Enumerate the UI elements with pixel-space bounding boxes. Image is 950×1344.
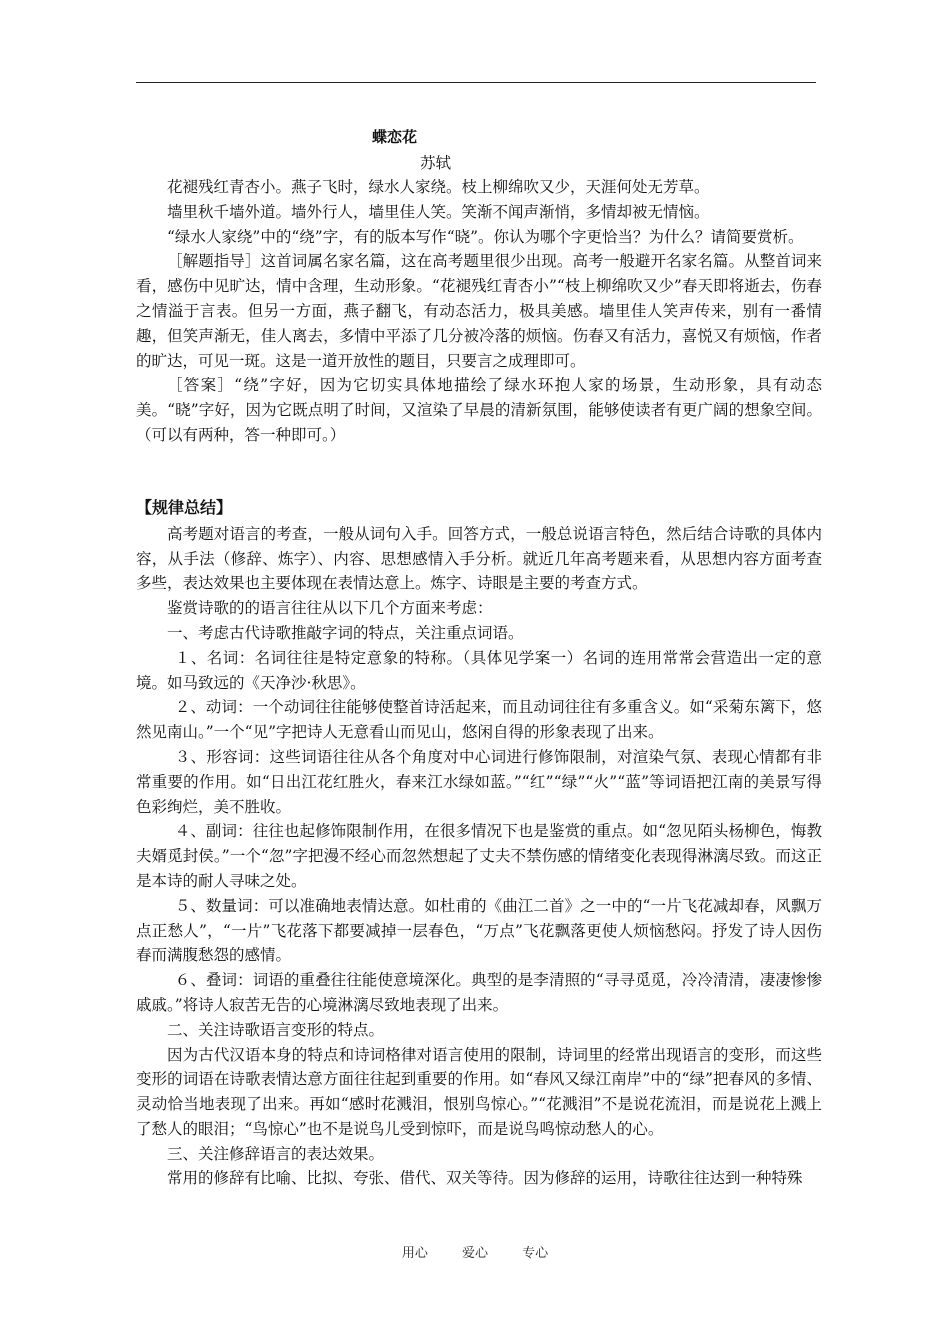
list-item-verb: ２、动词：一个动词往往能够使整首诗活起来，而且动词往往有多重含义。如“采菊东篱下，悠然见南山。”一个“见”字把诗人无意看山而见山，悠闲自得的形象表现了出来。 (136, 698, 822, 742)
section-2-title: 二、关注诗歌语言变形的特点。 (167, 1020, 385, 1039)
page-footer (0, 1242, 950, 1261)
section-3-title: 三、关注修辞语言的表达效果。 (167, 1144, 385, 1163)
list-item-adverb: ４、副词：往往也起修饰限制作用，在很多情况下也是鉴赏的重点。如“忽见陌头杨柳色，悔教夫婿觅封侯。”一个“忽”字把漫不经心而忽然想起了丈夫不禁伤感的情绪变化表现得淋漓尽致。而这正是本诗的耐人寻味之处。 (136, 822, 822, 890)
footer-text: 专心 (522, 1246, 549, 1261)
summary-paragraph: 鉴赏诗歌的的语言往往从以下几个方面来考虑： (167, 599, 493, 618)
summary-paragraph: 高考题对语言的考查，一般从词句入手。回答方式，一般总说语言特色，然后结合诗歌的具体内容，从手法（修辞、炼字）、内容、思想感情入手分析。就近几年高考题来看，从思想内容方面考查多些，表达效果也主要体现在表情达意上。炼字、诗眼是主要的考查方式。 (136, 524, 822, 593)
list-item-noun: １、名词：名词往往是特定意象的特称。（具体见学案一）名词的连用常常会营造出一定的意境。如马致远的《天净沙·秋思》。 (136, 648, 822, 692)
section-2-body: 因为古代汉语本身的特点和诗词格律对语言使用的限制，诗词里的经常出现语言的变形，而这些变形的词语在诗歌表情达意方面往往起到重要的作用。如“春风又绿江南岸”中的“绿”把春风的多情、灵动恰当地表现了出来。再如“感时花溅泪，恨别鸟惊心。”“花溅泪”不是说花流泪，而是说花上溅上了愁人的眼泪；“鸟惊心”也不是说鸟儿受到惊吓，而是说鸟鸣惊动愁人的心。 (136, 1045, 822, 1138)
question-paragraph: “绿水人家绕”中的“绕”字，有的版本写作“晓”。你认为哪个字更恰当？为什么？请简要赏析。 (167, 227, 804, 246)
list-item-reduplication: ６、叠词：词语的重叠往往能使意境深化。典型的是李清照的“寻寻觅觅，冷冷清清，凄凄惨惨戚戚。”将诗人寂苦无告的心境淋漓尽致地表现了出来。 (136, 971, 822, 1014)
answer-paragraph: ［答案］“绕”字好，因为它切实具体地描绘了绿水环抱人家的场景，生动形象，具有动态美。“晓”字好，因为它既点明了时间，又渲染了早晨的清新氛围，能够使读者有更广阔的想象空间。（可以有两种，答一种即可。） (136, 376, 822, 444)
footer-text: 用心 (401, 1246, 428, 1261)
poem-author: 苏轼 (420, 154, 452, 172)
section-3-body: 常用的修辞有比喻、比拟、夸张、借代、双关等待。因为修辞的运用，诗歌往往达到一种特殊 (167, 1169, 803, 1188)
header-rule (136, 82, 816, 83)
footer-text: 爱心 (461, 1246, 488, 1261)
section-1-title: 一、考虑古代诗歌推敲字词的特点，关注重点词语。 (167, 623, 524, 642)
poem-title: 蝶恋花 (372, 128, 418, 146)
list-item-numeral: ５、数量词：可以准确地表情达意。如杜甫的《曲江二首》之一中的“一片飞花减却春，风飘万点正愁人”，“一片”飞花落下都要减掉一层春色，“万点”飞花飘落更使人烦恼愁闷。抒发了诗人因伤春而满腹愁怨的感情。 (136, 896, 822, 965)
list-item-adjective: ３、形容词：这些词语往往从各个角度对中心词进行修饰限制，对渲染气氛、表现心情都有非常重要的作用。如“日出江花红胜火，春来江水绿如蓝。”“红”“绿”“火”“蓝”等词语把江南的美景写得色彩绚烂，美不胜收。 (136, 747, 822, 816)
poem-line: 墙里秋千墙外道。墙外行人，墙里佳人笑。笑渐不闻声渐悄，多情却被无情恼。 (167, 202, 710, 221)
guide-paragraph: ［解题指导］这首词属名家名篇，这在高考题里很少出现。高考一般避开名家名篇。从整首词来看，感伤中见旷达，情中含理，生动形象。“花褪残红青杏小”“枝上柳绵吹又少”春天即将逝去，伤春之情溢于言表。但另一方面，燕子翻飞，有动态活力，极具美感。墙里佳人笑声传来，别有一番情趣，但笑声渐无，佳人离去，多情中平添了几分被冷落的烦恼。伤春又有活力，喜悦又有烦恼，作者的旷达，可见一斑。这是一道开放性的题目，只要言之成理即可。 (136, 252, 822, 370)
section-gap (136, 448, 822, 496)
summary-heading: 【规律总结】 (136, 497, 233, 517)
poem-line: 花褪残红青杏小。燕子飞时，绿水人家绕。枝上柳绵吹又少，天涯何处无芳草。 (167, 178, 710, 196)
document-body (136, 124, 822, 1191)
